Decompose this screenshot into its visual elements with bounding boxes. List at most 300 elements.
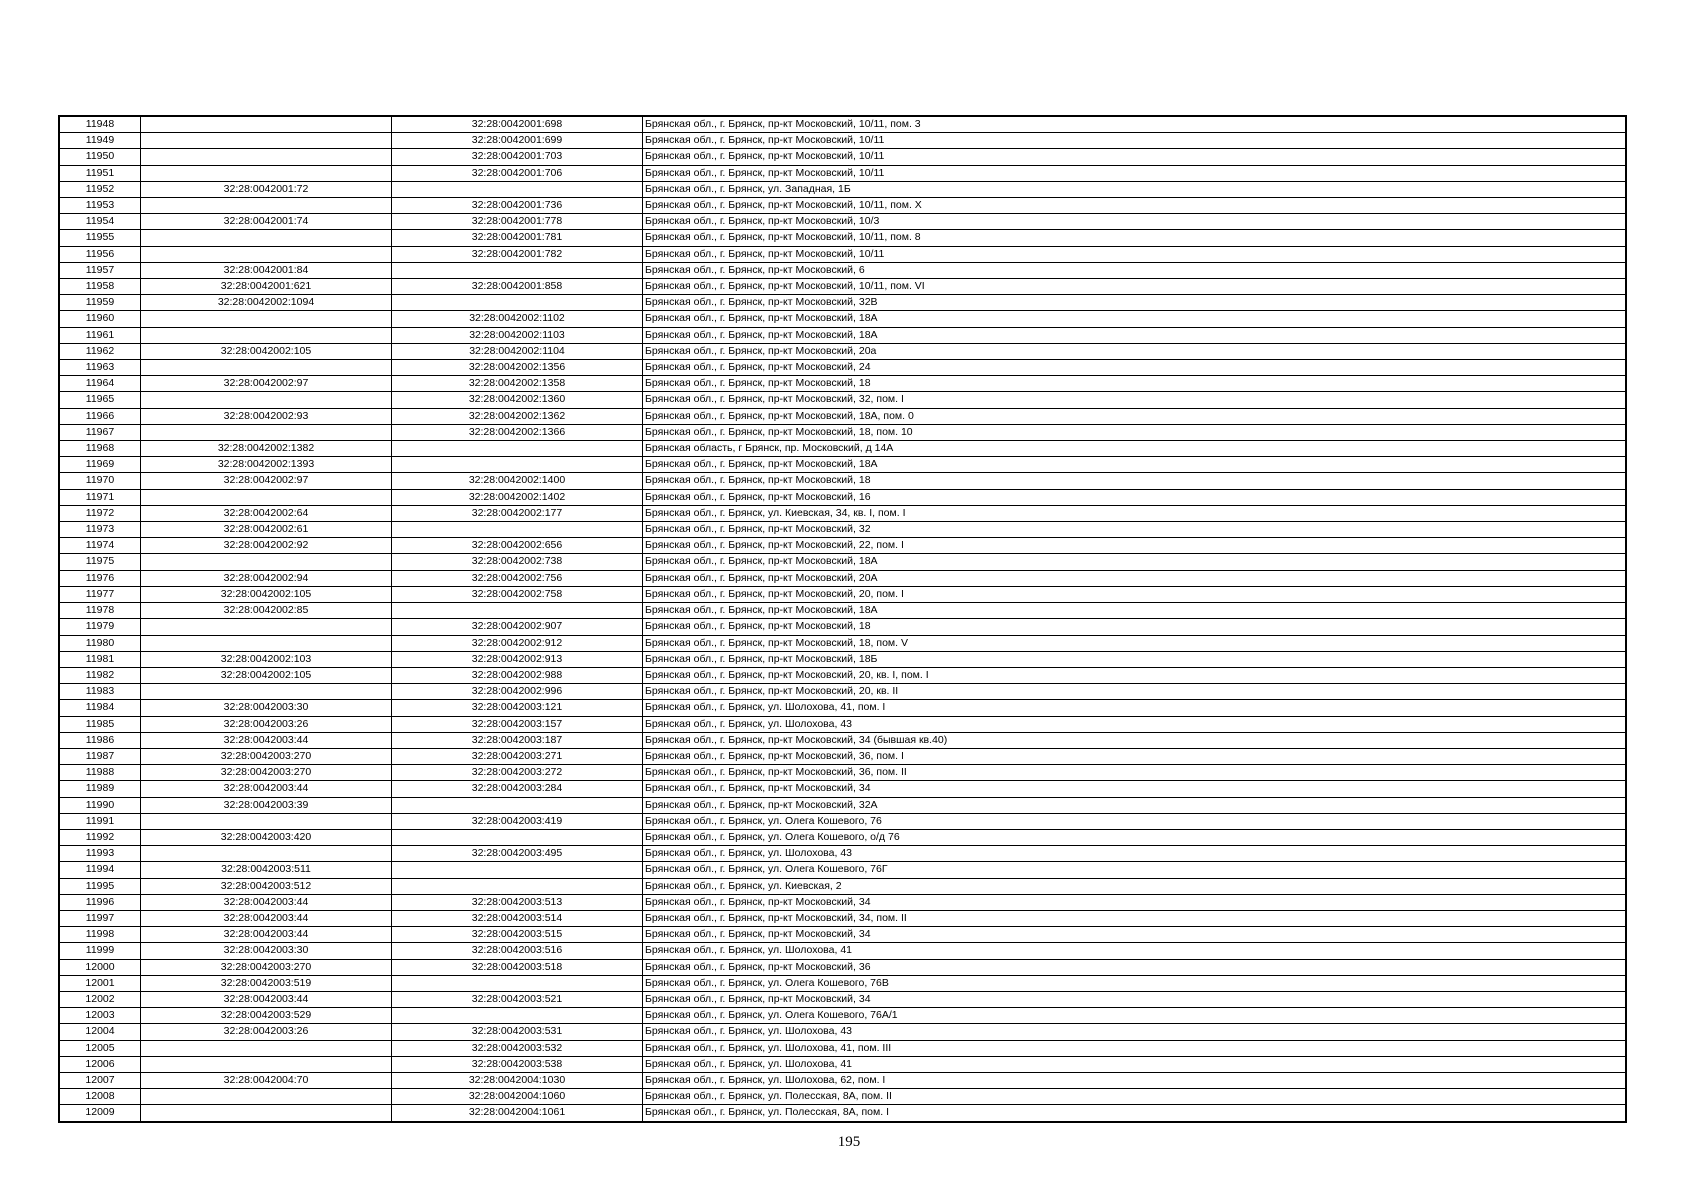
row-number-cell: 11985 — [59, 716, 141, 732]
table-row — [59, 700, 1626, 716]
table-row — [59, 667, 1626, 683]
object-cadastral-number-cell: 32:28:0042002:656 — [392, 538, 643, 554]
table-row — [59, 295, 1626, 311]
row-number-cell: 11993 — [59, 846, 141, 862]
address-cell: Брянская обл., г. Брянск, ул. Шолохова, 41 — [643, 1056, 1627, 1072]
object-cadastral-number-cell: 32:28:0042003:121 — [392, 700, 643, 716]
address-cell: Брянская обл., г. Брянск, пр-кт Московский, 10/11, пом. 8 — [643, 230, 1627, 246]
object-cadastral-number-cell: 32:28:0042001:778 — [392, 214, 643, 230]
table-row — [59, 732, 1626, 748]
address-cell: Брянская обл., г. Брянск, пр-кт Московский, 34 — [643, 894, 1627, 910]
object-cadastral-number-cell: 32:28:0042003:284 — [392, 781, 643, 797]
address-cell: Брянская обл., г. Брянск, пр-кт Московский, 18А — [643, 603, 1627, 619]
table-row — [59, 133, 1626, 149]
address-cell: Брянская обл., г. Брянск, пр-кт Московский, 18, пом. V — [643, 635, 1627, 651]
address-cell: Брянская обл., г. Брянск, пр-кт Московский, 24 — [643, 360, 1627, 376]
row-number-cell: 11986 — [59, 732, 141, 748]
table-row — [59, 586, 1626, 602]
address-cell: Брянская обл., г. Брянск, пр-кт Московский, 10/11, пом. X — [643, 198, 1627, 214]
address-cell: Брянская обл., г. Брянск, пр-кт Московский, 16 — [643, 489, 1627, 505]
land-cadastral-number-cell: 32:28:0042002:85 — [141, 603, 392, 619]
address-cell: Брянская обл., г. Брянск, пр-кт Московский, 32А — [643, 797, 1627, 813]
land-cadastral-number-cell — [141, 1040, 392, 1056]
table-row — [59, 765, 1626, 781]
object-cadastral-number-cell: 32:28:0042001:698 — [392, 116, 643, 133]
object-cadastral-number-cell — [392, 975, 643, 991]
table-row — [59, 781, 1626, 797]
address-cell: Брянская обл., г. Брянск, пр-кт Московский, 18А — [643, 311, 1627, 327]
land-cadastral-number-cell: 32:28:0042003:44 — [141, 894, 392, 910]
object-cadastral-number-cell: 32:28:0042003:515 — [392, 927, 643, 943]
land-cadastral-number-cell: 32:28:0042002:64 — [141, 505, 392, 521]
land-cadastral-number-cell — [141, 684, 392, 700]
row-number-cell: 12004 — [59, 1024, 141, 1040]
object-cadastral-number-cell: 32:28:0042003:272 — [392, 765, 643, 781]
address-cell: Брянская обл., г. Брянск, пр-кт Московский, 10/11 — [643, 165, 1627, 181]
object-cadastral-number-cell: 32:28:0042003:271 — [392, 748, 643, 764]
row-number-cell: 11976 — [59, 570, 141, 586]
land-cadastral-number-cell: 32:28:0042003:44 — [141, 910, 392, 926]
address-cell: Брянская обл., г. Брянск, ул. Шолохова, 41, пом. III — [643, 1040, 1627, 1056]
address-cell: Брянская обл., г. Брянск, пр-кт Московский, 34, пом. II — [643, 910, 1627, 926]
land-cadastral-number-cell: 32:28:0042003:44 — [141, 991, 392, 1007]
address-cell: Брянская обл., г. Брянск, пр-кт Московский, 10/11 — [643, 149, 1627, 165]
land-cadastral-number-cell: 32:28:0042003:39 — [141, 797, 392, 813]
land-cadastral-number-cell: 32:28:0042003:270 — [141, 765, 392, 781]
object-cadastral-number-cell: 32:28:0042002:1360 — [392, 392, 643, 408]
land-cadastral-number-cell — [141, 813, 392, 829]
object-cadastral-number-cell: 32:28:0042001:706 — [392, 165, 643, 181]
address-cell: Брянская обл., г. Брянск, пр-кт Московский, 34 — [643, 927, 1627, 943]
land-cadastral-number-cell — [141, 635, 392, 651]
object-cadastral-number-cell: 32:28:0042002:1356 — [392, 360, 643, 376]
land-cadastral-number-cell: 32:28:0042003:270 — [141, 959, 392, 975]
table-row — [59, 1072, 1626, 1088]
land-cadastral-number-cell: 32:28:0042002:105 — [141, 343, 392, 359]
land-cadastral-number-cell: 32:28:0042001:84 — [141, 262, 392, 278]
table-row — [59, 651, 1626, 667]
table-row — [59, 846, 1626, 862]
row-number-cell: 11995 — [59, 878, 141, 894]
row-number-cell: 11949 — [59, 133, 141, 149]
land-cadastral-number-cell — [141, 327, 392, 343]
address-cell: Брянская обл., г. Брянск, ул. Полесская, 8А, пом. I — [643, 1105, 1627, 1122]
address-cell: Брянская обл., г. Брянск, ул. Шолохова, 41, пом. I — [643, 700, 1627, 716]
object-cadastral-number-cell: 32:28:0042002:738 — [392, 554, 643, 570]
address-cell: Брянская обл., г. Брянск, пр-кт Московский, 18 — [643, 619, 1627, 635]
table-row — [59, 554, 1626, 570]
table-row — [59, 165, 1626, 181]
object-cadastral-number-cell: 32:28:0042003:419 — [392, 813, 643, 829]
object-cadastral-number-cell — [392, 181, 643, 197]
object-cadastral-number-cell: 32:28:0042002:756 — [392, 570, 643, 586]
address-cell: Брянская обл., г. Брянск, ул. Шолохова, 43 — [643, 846, 1627, 862]
object-cadastral-number-cell: 32:28:0042002:912 — [392, 635, 643, 651]
row-number-cell: 11990 — [59, 797, 141, 813]
table-row — [59, 975, 1626, 991]
table-row — [59, 635, 1626, 651]
row-number-cell: 11952 — [59, 181, 141, 197]
row-number-cell: 11980 — [59, 635, 141, 651]
table-row — [59, 473, 1626, 489]
table-row — [59, 538, 1626, 554]
object-cadastral-number-cell: 32:28:0042003:516 — [392, 943, 643, 959]
land-cadastral-number-cell: 32:28:0042003:519 — [141, 975, 392, 991]
row-number-cell: 11961 — [59, 327, 141, 343]
land-cadastral-number-cell: 32:28:0042002:1094 — [141, 295, 392, 311]
object-cadastral-number-cell: 32:28:0042003:187 — [392, 732, 643, 748]
object-cadastral-number-cell: 32:28:0042003:518 — [392, 959, 643, 975]
table-row — [59, 813, 1626, 829]
object-cadastral-number-cell: 32:28:0042004:1030 — [392, 1072, 643, 1088]
row-number-cell: 12007 — [59, 1072, 141, 1088]
address-cell: Брянская обл., г. Брянск, пр-кт Московский, 10/11 — [643, 246, 1627, 262]
object-cadastral-number-cell: 32:28:0042002:913 — [392, 651, 643, 667]
table-row — [59, 181, 1626, 197]
table-row — [59, 603, 1626, 619]
land-cadastral-number-cell: 32:28:0042003:420 — [141, 829, 392, 845]
land-cadastral-number-cell: 32:28:0042003:30 — [141, 700, 392, 716]
row-number-cell: 11971 — [59, 489, 141, 505]
land-cadastral-number-cell — [141, 198, 392, 214]
table-row — [59, 943, 1626, 959]
table-row — [59, 149, 1626, 165]
table-row — [59, 408, 1626, 424]
table-row — [59, 894, 1626, 910]
address-cell: Брянская обл., г. Брянск, пр-кт Московский, 10/11 — [643, 133, 1627, 149]
object-cadastral-number-cell — [392, 295, 643, 311]
land-cadastral-number-cell: 32:28:0042002:1382 — [141, 441, 392, 457]
object-cadastral-number-cell — [392, 878, 643, 894]
row-number-cell: 11994 — [59, 862, 141, 878]
land-cadastral-number-cell: 32:28:0042001:72 — [141, 181, 392, 197]
address-cell: Брянская обл., г. Брянск, пр-кт Московский, 36, пом. I — [643, 748, 1627, 764]
object-cadastral-number-cell: 32:28:0042003:157 — [392, 716, 643, 732]
land-cadastral-number-cell — [141, 1105, 392, 1122]
object-cadastral-number-cell — [392, 262, 643, 278]
row-number-cell: 11953 — [59, 198, 141, 214]
table-row — [59, 878, 1626, 894]
table-row — [59, 424, 1626, 440]
row-number-cell: 11964 — [59, 376, 141, 392]
row-number-cell: 11969 — [59, 457, 141, 473]
address-cell: Брянская обл., г. Брянск, пр-кт Московский, 18 — [643, 376, 1627, 392]
row-number-cell: 11992 — [59, 829, 141, 845]
address-cell: Брянская обл., г. Брянск, пр-кт Московский, 10/11, пом. 3 — [643, 116, 1627, 133]
row-number-cell: 11981 — [59, 651, 141, 667]
address-cell: Брянская обл., г. Брянск, пр-кт Московский, 20, кв. II — [643, 684, 1627, 700]
land-cadastral-number-cell: 32:28:0042003:44 — [141, 732, 392, 748]
address-cell: Брянская область, г Брянск, пр. Московский, д 14А — [643, 441, 1627, 457]
row-number-cell: 11988 — [59, 765, 141, 781]
row-number-cell: 12003 — [59, 1008, 141, 1024]
address-cell: Брянская обл., г. Брянск, пр-кт Московский, 18, пом. 10 — [643, 424, 1627, 440]
row-number-cell: 11996 — [59, 894, 141, 910]
table-row — [59, 214, 1626, 230]
table-row — [59, 1056, 1626, 1072]
land-cadastral-number-cell: 32:28:0042003:270 — [141, 748, 392, 764]
land-cadastral-number-cell: 32:28:0042003:511 — [141, 862, 392, 878]
land-cadastral-number-cell: 32:28:0042002:92 — [141, 538, 392, 554]
row-number-cell: 11957 — [59, 262, 141, 278]
address-cell: Брянская обл., г. Брянск, пр-кт Московский, 18А — [643, 554, 1627, 570]
land-cadastral-number-cell: 32:28:0042003:26 — [141, 716, 392, 732]
land-cadastral-number-cell: 32:28:0042002:105 — [141, 586, 392, 602]
land-cadastral-number-cell — [141, 149, 392, 165]
object-cadastral-number-cell: 32:28:0042003:513 — [392, 894, 643, 910]
object-cadastral-number-cell: 32:28:0042002:1104 — [392, 343, 643, 359]
table-row — [59, 262, 1626, 278]
object-cadastral-number-cell: 32:28:0042002:907 — [392, 619, 643, 635]
land-cadastral-number-cell: 32:28:0042002:97 — [141, 376, 392, 392]
table-row — [59, 716, 1626, 732]
address-cell: Брянская обл., г. Брянск, пр-кт Московский, 36, пом. II — [643, 765, 1627, 781]
object-cadastral-number-cell: 32:28:0042001:781 — [392, 230, 643, 246]
row-number-cell: 11972 — [59, 505, 141, 521]
land-cadastral-number-cell — [141, 619, 392, 635]
address-cell: Брянская обл., г. Брянск, ул. Олега Кошевого, 76 — [643, 813, 1627, 829]
row-number-cell: 11948 — [59, 116, 141, 133]
land-cadastral-number-cell — [141, 360, 392, 376]
address-cell: Брянская обл., г. Брянск, ул. Киевская, 34, кв. I, пом. I — [643, 505, 1627, 521]
address-cell: Брянская обл., г. Брянск, пр-кт Московский, 10/11, пом. VI — [643, 279, 1627, 295]
object-cadastral-number-cell — [392, 457, 643, 473]
land-cadastral-number-cell: 32:28:0042003:512 — [141, 878, 392, 894]
land-cadastral-number-cell: 32:28:0042003:44 — [141, 781, 392, 797]
object-cadastral-number-cell — [392, 797, 643, 813]
table-row — [59, 522, 1626, 538]
address-cell: Брянская обл., г. Брянск, пр-кт Московский, 20, кв. I, пом. I — [643, 667, 1627, 683]
address-cell: Брянская обл., г. Брянск, пр-кт Московский, 34 — [643, 991, 1627, 1007]
table-row — [59, 1008, 1626, 1024]
page-number: 195 — [837, 1134, 861, 1150]
land-cadastral-number-cell: 32:28:0042004:70 — [141, 1072, 392, 1088]
object-cadastral-number-cell: 32:28:0042001:736 — [392, 198, 643, 214]
address-cell: Брянская обл., г. Брянск, пр-кт Московский, 36 — [643, 959, 1627, 975]
address-cell: Брянская обл., г. Брянск, ул. Шолохова, 43 — [643, 1024, 1627, 1040]
table-body — [59, 116, 1626, 1122]
row-number-cell: 11999 — [59, 943, 141, 959]
object-cadastral-number-cell — [392, 441, 643, 457]
row-number-cell: 11965 — [59, 392, 141, 408]
table-row — [59, 1089, 1626, 1105]
row-number-cell: 11960 — [59, 311, 141, 327]
land-cadastral-number-cell — [141, 116, 392, 133]
row-number-cell: 12006 — [59, 1056, 141, 1072]
row-number-cell: 12008 — [59, 1089, 141, 1105]
table-row — [59, 1040, 1626, 1056]
table-row — [59, 797, 1626, 813]
address-cell: Брянская обл., г. Брянск, ул. Олега Кошевого, 76Г — [643, 862, 1627, 878]
object-cadastral-number-cell: 32:28:0042002:996 — [392, 684, 643, 700]
row-number-cell: 11978 — [59, 603, 141, 619]
row-number-cell: 11977 — [59, 586, 141, 602]
address-cell: Брянская обл., г. Брянск, ул. Шолохова, 62, пом. I — [643, 1072, 1627, 1088]
land-cadastral-number-cell: 32:28:0042002:93 — [141, 408, 392, 424]
land-cadastral-number-cell: 32:28:0042002:94 — [141, 570, 392, 586]
table-row — [59, 1024, 1626, 1040]
land-cadastral-number-cell: 32:28:0042003:30 — [141, 943, 392, 959]
row-number-cell: 11970 — [59, 473, 141, 489]
table-row — [59, 829, 1626, 845]
table-row — [59, 246, 1626, 262]
address-cell: Брянская обл., г. Брянск, пр-кт Московский, 18А, пом. 0 — [643, 408, 1627, 424]
table-row — [59, 862, 1626, 878]
land-cadastral-number-cell: 32:28:0042003:26 — [141, 1024, 392, 1040]
table-row — [59, 505, 1626, 521]
row-number-cell: 11950 — [59, 149, 141, 165]
row-number-cell: 11989 — [59, 781, 141, 797]
row-number-cell: 11987 — [59, 748, 141, 764]
address-cell: Брянская обл., г. Брянск, пр-кт Московский, 20а — [643, 343, 1627, 359]
land-cadastral-number-cell: 32:28:0042002:103 — [141, 651, 392, 667]
object-cadastral-number-cell: 32:28:0042002:1102 — [392, 311, 643, 327]
object-cadastral-number-cell: 32:28:0042002:1103 — [392, 327, 643, 343]
row-number-cell: 12000 — [59, 959, 141, 975]
land-cadastral-number-cell — [141, 246, 392, 262]
property-table — [58, 115, 1627, 1123]
address-cell: Брянская обл., г. Брянск, пр-кт Московский, 32 — [643, 522, 1627, 538]
land-cadastral-number-cell — [141, 230, 392, 246]
table-row — [59, 360, 1626, 376]
row-number-cell: 11984 — [59, 700, 141, 716]
row-number-cell: 11966 — [59, 408, 141, 424]
row-number-cell: 11954 — [59, 214, 141, 230]
land-cadastral-number-cell — [141, 392, 392, 408]
address-cell: Брянская обл., г. Брянск, пр-кт Московский, 20А — [643, 570, 1627, 586]
object-cadastral-number-cell: 32:28:0042003:532 — [392, 1040, 643, 1056]
object-cadastral-number-cell — [392, 522, 643, 538]
row-number-cell: 11963 — [59, 360, 141, 376]
address-cell: Брянская обл., г. Брянск, пр-кт Московский, 18А — [643, 457, 1627, 473]
address-cell: Брянская обл., г. Брянск, пр-кт Московский, 34 (бывшая кв.40) — [643, 732, 1627, 748]
land-cadastral-number-cell — [141, 424, 392, 440]
row-number-cell: 12001 — [59, 975, 141, 991]
address-cell: Брянская обл., г. Брянск, ул. Шолохова, 43 — [643, 716, 1627, 732]
land-cadastral-number-cell: 32:28:0042002:1393 — [141, 457, 392, 473]
address-cell: Брянская обл., г. Брянск, пр-кт Московский, 18 — [643, 473, 1627, 489]
object-cadastral-number-cell — [392, 603, 643, 619]
table-row — [59, 910, 1626, 926]
object-cadastral-number-cell: 32:28:0042002:1366 — [392, 424, 643, 440]
table-row — [59, 991, 1626, 1007]
object-cadastral-number-cell: 32:28:0042001:699 — [392, 133, 643, 149]
address-cell: Брянская обл., г. Брянск, пр-кт Московский, 34 — [643, 781, 1627, 797]
object-cadastral-number-cell: 32:28:0042004:1060 — [392, 1089, 643, 1105]
row-number-cell: 11955 — [59, 230, 141, 246]
land-cadastral-number-cell — [141, 489, 392, 505]
land-cadastral-number-cell — [141, 165, 392, 181]
address-cell: Брянская обл., г. Брянск, ул. Олега Кошевого, 76А/1 — [643, 1008, 1627, 1024]
table-row — [59, 230, 1626, 246]
row-number-cell: 11991 — [59, 813, 141, 829]
address-cell: Брянская обл., г. Брянск, пр-кт Московский, 32, пом. I — [643, 392, 1627, 408]
address-cell: Брянская обл., г. Брянск, пр-кт Московский, 6 — [643, 262, 1627, 278]
row-number-cell: 11983 — [59, 684, 141, 700]
table-row — [59, 748, 1626, 764]
address-cell: Брянская обл., г. Брянск, пр-кт Московский, 20, пом. I — [643, 586, 1627, 602]
object-cadastral-number-cell: 32:28:0042001:858 — [392, 279, 643, 295]
object-cadastral-number-cell: 32:28:0042003:531 — [392, 1024, 643, 1040]
row-number-cell: 11958 — [59, 279, 141, 295]
row-number-cell: 11998 — [59, 927, 141, 943]
object-cadastral-number-cell: 32:28:0042003:514 — [392, 910, 643, 926]
table-row — [59, 441, 1626, 457]
address-cell: Брянская обл., г. Брянск, пр-кт Московский, 22, пом. I — [643, 538, 1627, 554]
address-cell: Брянская обл., г. Брянск, ул. Киевская, 2 — [643, 878, 1627, 894]
object-cadastral-number-cell: 32:28:0042003:538 — [392, 1056, 643, 1072]
row-number-cell: 11979 — [59, 619, 141, 635]
land-cadastral-number-cell — [141, 1056, 392, 1072]
object-cadastral-number-cell: 32:28:0042002:988 — [392, 667, 643, 683]
object-cadastral-number-cell: 32:28:0042004:1061 — [392, 1105, 643, 1122]
object-cadastral-number-cell: 32:28:0042002:758 — [392, 586, 643, 602]
object-cadastral-number-cell: 32:28:0042002:1400 — [392, 473, 643, 489]
object-cadastral-number-cell: 32:28:0042002:1358 — [392, 376, 643, 392]
table-row — [59, 392, 1626, 408]
object-cadastral-number-cell: 32:28:0042002:1402 — [392, 489, 643, 505]
table-row — [59, 619, 1626, 635]
land-cadastral-number-cell: 32:28:0042001:621 — [141, 279, 392, 295]
table-row — [59, 311, 1626, 327]
address-cell: Брянская обл., г. Брянск, пр-кт Московский, 18Б — [643, 651, 1627, 667]
table-row — [59, 489, 1626, 505]
row-number-cell: 11962 — [59, 343, 141, 359]
object-cadastral-number-cell: 32:28:0042002:1362 — [392, 408, 643, 424]
address-cell: Брянская обл., г. Брянск, ул. Западная, 1Б — [643, 181, 1627, 197]
table-row — [59, 198, 1626, 214]
land-cadastral-number-cell: 32:28:0042002:105 — [141, 667, 392, 683]
row-number-cell: 11967 — [59, 424, 141, 440]
land-cadastral-number-cell — [141, 311, 392, 327]
address-cell: Брянская обл., г. Брянск, ул. Олега Кошевого, 76В — [643, 975, 1627, 991]
row-number-cell: 11974 — [59, 538, 141, 554]
land-cadastral-number-cell — [141, 554, 392, 570]
row-number-cell: 12002 — [59, 991, 141, 1007]
land-cadastral-number-cell: 32:28:0042002:61 — [141, 522, 392, 538]
object-cadastral-number-cell — [392, 829, 643, 845]
row-number-cell: 11951 — [59, 165, 141, 181]
object-cadastral-number-cell: 32:28:0042003:495 — [392, 846, 643, 862]
row-number-cell: 12005 — [59, 1040, 141, 1056]
address-cell: Брянская обл., г. Брянск, ул. Полесская, 8А, пом. II — [643, 1089, 1627, 1105]
land-cadastral-number-cell: 32:28:0042001:74 — [141, 214, 392, 230]
object-cadastral-number-cell: 32:28:0042003:521 — [392, 991, 643, 1007]
table-row — [59, 457, 1626, 473]
address-cell: Брянская обл., г. Брянск, пр-кт Московский, 18А — [643, 327, 1627, 343]
table-row — [59, 959, 1626, 975]
land-cadastral-number-cell — [141, 846, 392, 862]
row-number-cell: 11968 — [59, 441, 141, 457]
table-row — [59, 327, 1626, 343]
row-number-cell: 11956 — [59, 246, 141, 262]
object-cadastral-number-cell: 32:28:0042001:703 — [392, 149, 643, 165]
table-row — [59, 279, 1626, 295]
table-row — [59, 570, 1626, 586]
land-cadastral-number-cell: 32:28:0042002:97 — [141, 473, 392, 489]
address-cell: Брянская обл., г. Брянск, пр-кт Московский, 10/3 — [643, 214, 1627, 230]
table-row — [59, 1105, 1626, 1122]
row-number-cell: 11997 — [59, 910, 141, 926]
table-row — [59, 343, 1626, 359]
row-number-cell: 12009 — [59, 1105, 141, 1122]
row-number-cell: 11975 — [59, 554, 141, 570]
address-cell: Брянская обл., г. Брянск, ул. Олега Кошевого, о/д 76 — [643, 829, 1627, 845]
row-number-cell: 11973 — [59, 522, 141, 538]
object-cadastral-number-cell: 32:28:0042002:177 — [392, 505, 643, 521]
land-cadastral-number-cell: 32:28:0042003:529 — [141, 1008, 392, 1024]
table-row — [59, 116, 1626, 133]
